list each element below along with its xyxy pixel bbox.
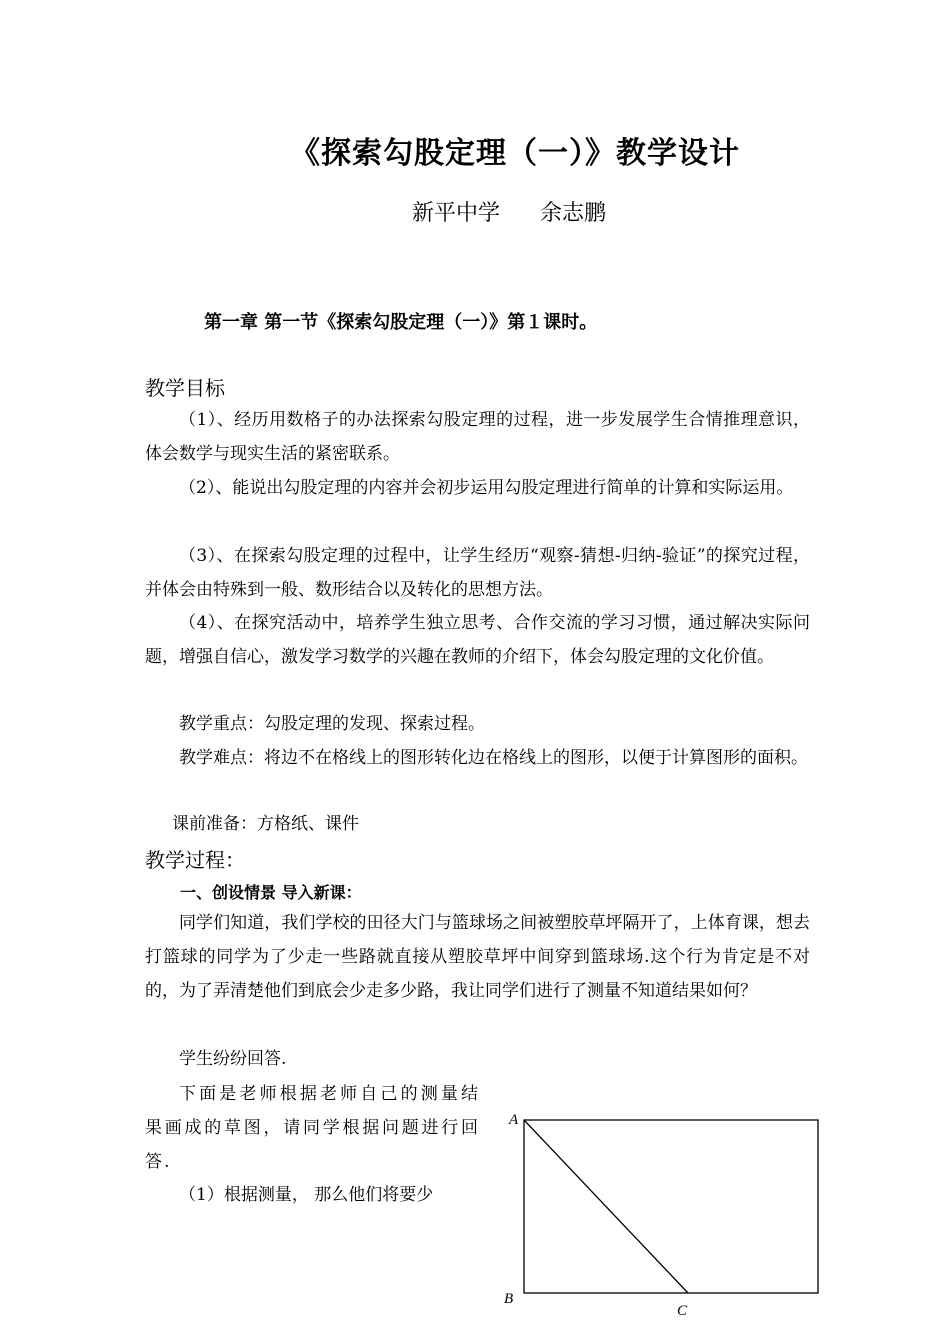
author-name: 余志鹏 [540, 201, 607, 226]
objective-item-4: （4）、在探究活动中，培养学生独立思考、合作交流的学习习惯，通过解决实际问题，增强自信心，激发学习数学的兴趣在教师的介绍下，体会勾股定理的文化价值。 [145, 613, 810, 667]
chapter-heading: 第一章 第一节《探索勾股定理（一）》第１课时。 [204, 312, 598, 333]
point-label-c: C [677, 1303, 688, 1319]
process-heading: 教学过程： [145, 848, 245, 872]
author-school: 新平中学 [411, 201, 500, 226]
objective-item-3: （3）、在探索勾股定理的过程中，让学生经历“观察-猜想-归纳-验证”的探究过程，并体会由特殊到一般、数形结合以及转化的思想方法。 [145, 546, 810, 600]
preparation: 课前准备：方格纸、课件 [172, 814, 359, 834]
difficulty: 教学难点：将边不在格线上的图形转化边在格线上的图形，以便于计算图形的面积。 [179, 748, 808, 768]
diagonal-path-ac [524, 1120, 688, 1293]
process-paragraph-3: 下面是老师根据老师自己的测量结果画成的草图，请同学根据问题进行回答. [145, 1084, 480, 1172]
point-label-a: A [509, 1112, 519, 1128]
key-point: 教学重点：勾股定理的发现、探索过程。 [179, 714, 485, 734]
section-heading-1: 一、创设情景 导入新课： [180, 883, 362, 902]
process-paragraph-4: （1）根据测量， 那么他们将要少 [179, 1185, 434, 1205]
objective-item-1: （1）、经历用数格子的办法探索勾股定理的过程，进一步发展学生合情推理意识，体会数学与现实生活的紧密联系。 [145, 410, 810, 464]
field-rectangle [524, 1120, 818, 1293]
author-line [0, 196, 950, 227]
field-sketch-figure [500, 1100, 830, 1330]
document-title: 《探索勾股定理（一）》教学设计 [290, 136, 740, 171]
process-paragraph-2: 学生纷纷回答. [179, 1049, 287, 1069]
point-label-b: B [504, 1291, 514, 1307]
objectives-heading: 教学目标 [145, 376, 225, 400]
objective-item-2: （2）、能说出勾股定理的内容并会初步运用勾股定理进行简单的计算和实际运用。 [179, 478, 794, 498]
process-paragraph-1: 同学们知道，我们学校的田径大门与篮球场之间被塑胶草坪隔开了，上体育课，想去打篮球的同学为了少走一些路就直接从塑胶草坪中间穿到篮球场.这个行为肯定是不对的，为了弄清楚他们到底会少走多少路，我让同学们进行了测量不知道结果如何？ [145, 913, 810, 1001]
